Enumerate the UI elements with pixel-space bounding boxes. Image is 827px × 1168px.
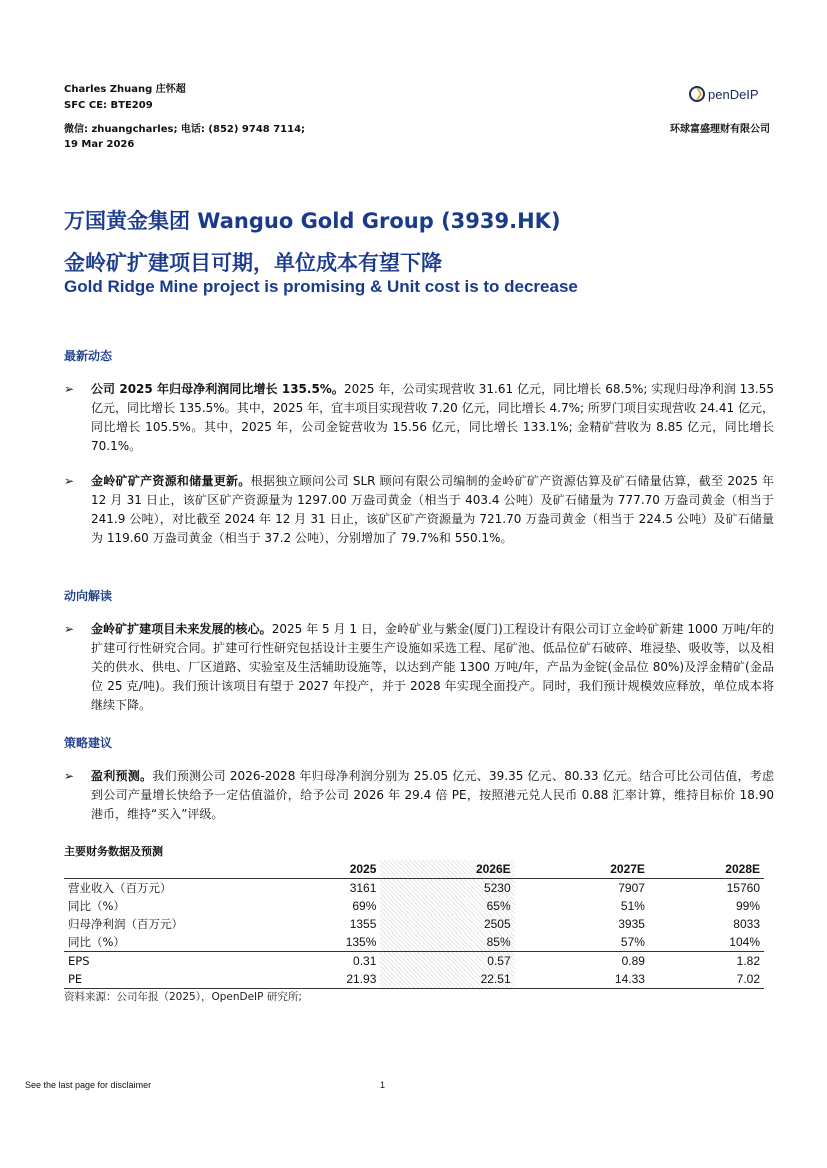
- contact-info: 微信: zhuangcharles; 电话: (852) 9748 7114;: [64, 124, 306, 135]
- table-header-cell: 2027E: [515, 860, 649, 879]
- table-cell: 85%: [380, 933, 514, 952]
- analyst-name: Charles Zhuang 庄怀超: [64, 84, 186, 95]
- table-cell: 104%: [729, 935, 760, 949]
- bullet-expansion: [64, 620, 774, 715]
- table-cell: 营业收入（百万元）: [68, 881, 172, 895]
- table-cell: 3935: [618, 917, 645, 931]
- table-cell: 22.51: [380, 970, 514, 989]
- table-cell: 15760: [726, 881, 760, 895]
- table-row: [64, 933, 764, 952]
- table-cell: 0.57: [380, 952, 514, 971]
- company-name-cn: 环球富盛理财有限公司: [670, 124, 770, 135]
- arrow-icon: ➢: [64, 474, 75, 488]
- bullet-bold: 金岭矿扩建项目未来发展的核心。: [91, 622, 272, 636]
- page-number: 1: [380, 1080, 386, 1090]
- table-row: [64, 915, 764, 933]
- section-strategy: 策略建议: [64, 736, 113, 750]
- financial-table: [64, 860, 764, 989]
- table-row: [64, 897, 764, 915]
- table-cell: PE: [64, 970, 266, 989]
- table-cell: EPS: [64, 952, 266, 971]
- bullet-text: [91, 472, 774, 548]
- table-cell: 3161: [349, 881, 377, 895]
- bullet-text: [91, 767, 774, 824]
- table-header-cell: 2025: [266, 860, 381, 879]
- table-title: 主要财务数据及预测: [64, 845, 163, 858]
- logo-text: penDeIP: [708, 86, 759, 102]
- bullet-bold: 盈利预测。: [91, 769, 153, 783]
- headline-en: Gold Ridge Mine project is promising & Unit cost is to decrease: [64, 277, 578, 296]
- report-date: 19 Mar 2026: [64, 139, 135, 150]
- table-header-cell: 2026E: [380, 860, 514, 879]
- bullet-bold: 金岭矿矿产资源和储量更新。: [91, 474, 251, 488]
- opendeip-logo: [688, 80, 808, 108]
- table-cell: 135%: [345, 935, 377, 949]
- table-cell: 1355: [349, 917, 377, 931]
- table-cell: 0.89: [515, 952, 649, 971]
- arrow-icon: ➢: [64, 622, 75, 636]
- table-cell: 8033: [733, 917, 760, 931]
- headline-cn: 金岭矿扩建项目可期，单位成本有望下降: [64, 251, 442, 275]
- table-cell: 5230: [380, 879, 514, 898]
- sfc-ce: SFC CE: BTE209: [64, 100, 153, 111]
- arrow-icon: ➢: [64, 382, 75, 396]
- bullet-text: [91, 620, 774, 715]
- bullet-bold: 公司 2025 年归母净利润同比增长 135.5%。: [91, 382, 344, 396]
- table-row: [64, 879, 764, 898]
- table-row: [64, 970, 764, 989]
- table-cell: 51%: [620, 899, 645, 913]
- table-cell: 1.82: [649, 952, 764, 971]
- table-cell: 归母净利润（百万元）: [68, 917, 183, 931]
- section-interpretation: 动向解读: [64, 589, 113, 603]
- table-cell: 同比（%）: [68, 935, 125, 949]
- table-header-cell: 2028E: [649, 860, 764, 879]
- bullet-body: 2025 年，公司实现营收 31.61 亿元，同比增长 68.5%; 实现归母净利润 13.55 亿元，同比增长 135.5%。其中，2025 年，宜丰项目实现营收 7.20 亿元，同比增长 4.7%; 所罗门项目实现营收 24.41 亿元，同比增长 105.5%。其中，2025 年，公司金锭营收为 15.56 亿元，同比增长 133.1%; 金精矿营收为 8.85 亿元，同比增长 70.1%。: [91, 382, 774, 453]
- logo-mark-icon: [688, 85, 706, 103]
- footer-disclaimer: See the last page for disclaimer: [25, 1080, 152, 1090]
- table-cell: 99%: [735, 899, 760, 913]
- table-cell: 14.33: [515, 970, 649, 989]
- table-source: 资料来源：公司年报（2025），OpenDeIP 研究所;: [64, 991, 302, 1003]
- table-cell: 69%: [352, 899, 377, 913]
- table-cell: 21.93: [266, 970, 381, 989]
- arrow-icon: ➢: [64, 769, 75, 783]
- company-title: 万国黄金集团 Wanguo Gold Group (3939.HK): [64, 209, 561, 233]
- table-cell: 7907: [618, 881, 645, 895]
- bullet-text: [91, 380, 774, 456]
- table-cell: 57%: [620, 935, 645, 949]
- bullet-profit: [64, 380, 774, 456]
- bullet-body: 2025 年 5 月 1 日，金岭矿业与紫金(厦门)工程设计有限公司订立金岭矿新建 1000 万吨/年的扩建可行性研究合同。扩建可行性研究包括设计主要生产设施如采选工程、尾矿池、低品位矿石破碎、堆浸垫、吸收等，以及相关的供水、供电、厂区道路、实验室及生活辅助设施等，以达到产能 1300 万吨/年，产品为金锭(金品位 80%)及浮金精矿(金品位 25 克/吨)。我们预计该项目有望于 2027 年投产，并于 2028 年实现全面投产。同时，我们预计规模效应释放，单位成本将继续下降。: [91, 622, 774, 712]
- table-cell: 7.02: [649, 970, 764, 989]
- table-row: [64, 952, 764, 971]
- section-latest: 最新动态: [64, 349, 113, 363]
- bullet-forecast: [64, 767, 774, 824]
- table-cell: 65%: [380, 897, 514, 915]
- bullet-body: 我们预测公司 2026-2028 年归母净利润分别为 25.05 亿元、39.35 亿元、80.33 亿元。结合可比公司估值，考虑到公司产量增长快给予一定估值溢价，给予公司 2026 年 29.4 倍 PE，按照港元兑人民币 0.88 汇率计算，维持目标价 18.90 港币，维持“买入”评级。: [91, 769, 774, 821]
- table-cell: 0.31: [266, 952, 381, 971]
- bullet-body: 根据独立顾问公司 SLR 顾问有限公司编制的金岭矿矿产资源估算及矿石储量估算，截至 2025 年 12 月 31 日止，该矿区矿产资源量为 1297.00 万盎司黄金（相当于 403.4 公吨）及矿石储量为 777.70 万盎司黄金（相当于 241.9 公吨），对比截至 2024 年 12 月 31 日止，该矿区矿产资源量为 721.70 万盎司黄金（相当于 224.5 公吨）及矿石储量为 119.60 万盎司黄金（相当于 37.2 公吨），分别增加了 79.7%和 550.1%。: [91, 474, 774, 545]
- bullet-resources: [64, 472, 774, 548]
- table-cell: 同比（%）: [68, 899, 125, 913]
- table-header-row: [64, 860, 764, 879]
- table-header-cell: [64, 860, 266, 879]
- table-cell: 2505: [380, 915, 514, 933]
